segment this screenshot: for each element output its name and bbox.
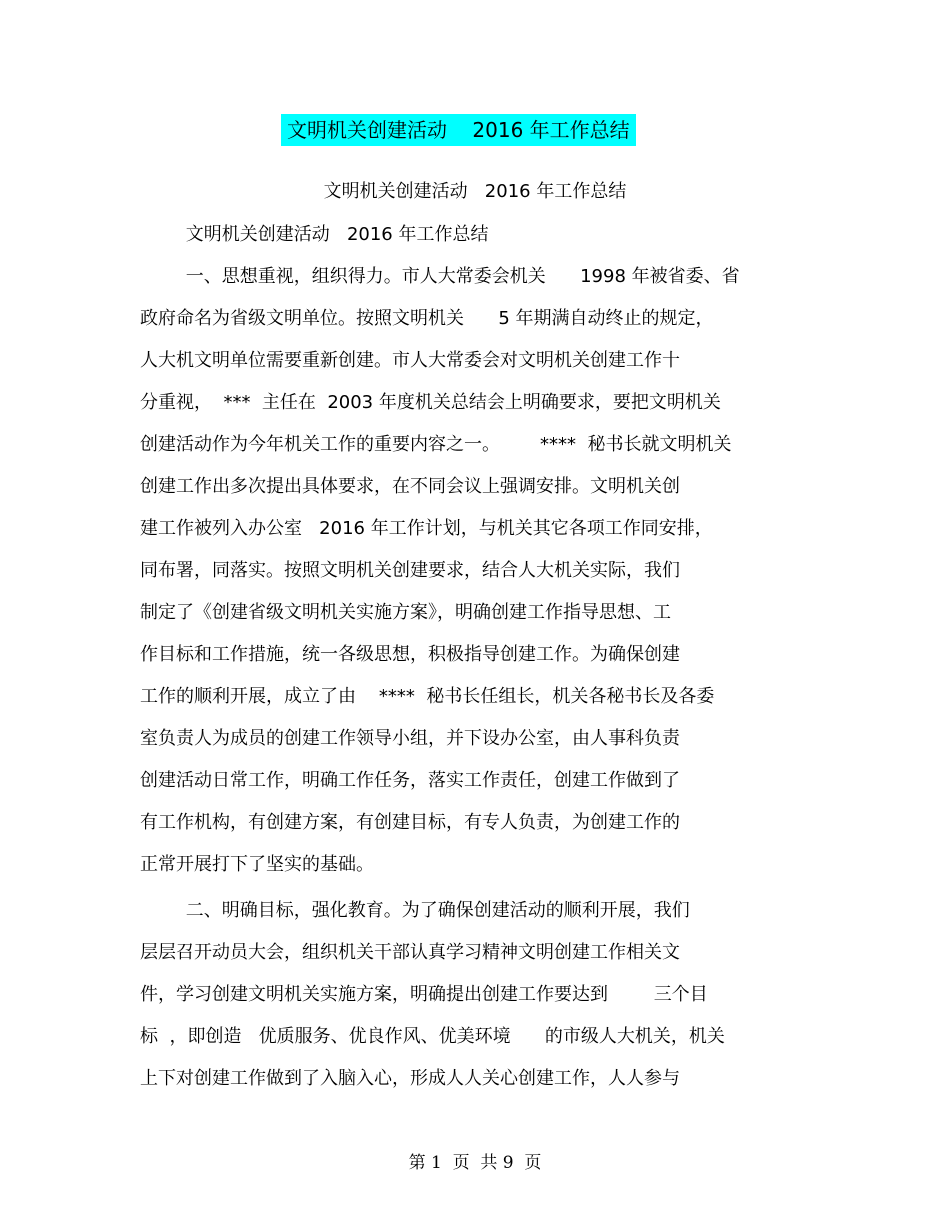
body-line: 层层召开动员大会，组织机关干部认真学习精神文明创建工作相关文 [140,942,680,963]
body-line: 件，学习创建文明机关实施方案，明确提出创建工作要达到 三个目 [140,984,708,1005]
body-line: 有工作机构，有创建方案，有创建目标，有专人负责，为创建工作的 [140,812,680,833]
body-line: 创建活动作为今年机关工作的重要内容之一。 **** 秘书长就文明机关 [140,434,732,455]
page-footer: 第 1 页 共 9 页 [408,1153,542,1173]
body-line: 创建活动日常工作，明确工作任务，落实工作责任，创建工作做到了 [140,770,680,791]
body-line: 建工作被列入办公室 2016 年工作计划，与机关其它各项工作同安排， [140,518,713,539]
body-line: 工作的顺利开展，成立了由 **** 秘书长任组长，机关各秘书长及各委 [140,686,715,707]
body-line: 作目标和工作措施，统一各级思想，积极指导创建工作。为确保创建 [140,644,680,665]
body-line: 标 ，即创造 优质服务、优良作风、优美环境 的市级人大机关，机关 [140,1026,725,1047]
body-line: 制定了《创建省级文明机关实施方案》，明确创建工作指导思想、工 [140,602,671,623]
body-line: 创建工作出多次提出具体要求，在不同会议上强调安排。文明机关创 [140,476,680,497]
body-line: 室负责人为成员的创建工作领导小组，并下设办公室，由人事科负责 [140,728,680,749]
document-subtitle: 文明机关创建活动 2016 年工作总结 [323,181,627,202]
body-line: 一、思想重视，组织得力。市人大常委会机关 1998 年被省委、省 [140,266,740,287]
body-line: 文明机关创建活动 2016 年工作总结 [140,224,489,245]
body-line: 正常开展打下了坚实的基础。 [140,854,374,875]
body-line: 政府命名为省级文明单位。按照文明机关 5 年期满自动终止的规定， [140,308,714,329]
body-line: 上下对创建工作做到了入脑入心，形成人人关心创建工作，人人参与 [140,1068,680,1089]
body-line: 二、明确目标，强化教育。为了确保创建活动的顺利开展，我们 [140,900,690,921]
body-line: 同布署，同落实。按照文明机关创建要求，结合人大机关实际，我们 [140,560,680,581]
body-line: 人大机文明单位需要重新创建。市人大常委会对文明机关创建工作十 [140,350,680,371]
body-line: 分重视， *** 主任在 2003 年度机关总结会上明确要求，要把文明机关 [140,392,721,413]
document-title: 文明机关创建活动 2016 年工作总结 [281,114,636,146]
